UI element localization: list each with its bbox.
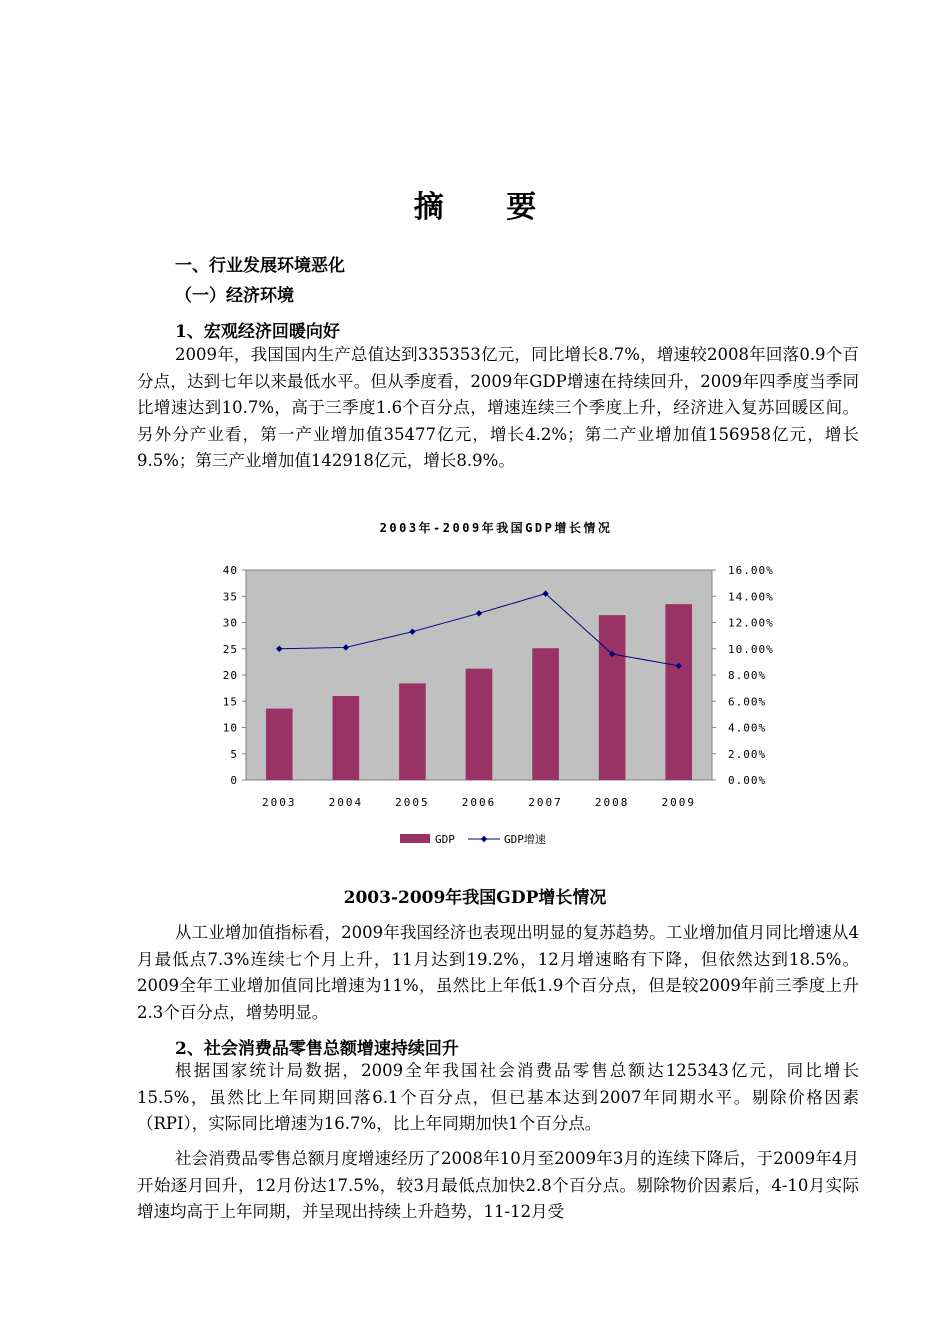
y-tick-label: 40	[222, 564, 238, 577]
x-tick-label: 2006	[461, 796, 497, 809]
y2-tick-label: 6.00%	[728, 695, 767, 709]
y-tick-label: 5	[230, 747, 238, 761]
x-tick-label: 2004	[328, 796, 364, 809]
section-heading: 一、行业发展环境恶化	[175, 256, 345, 276]
chart-title: 2003年-2009年我国GDP增长情况	[379, 521, 613, 535]
y2-tick-label: 4.00%	[728, 721, 767, 735]
y2-tick-label: 0.00%	[728, 774, 767, 787]
bar-gdp	[333, 696, 360, 780]
y2-tick-label: 10.00%	[728, 642, 774, 656]
gdp-chart-svg	[200, 510, 800, 860]
bar-gdp	[466, 669, 493, 780]
item-heading-macro-economy: 1、宏观经济回暖向好	[175, 322, 340, 342]
legend-marker-gdp-growth	[481, 836, 487, 842]
legend-label-gdp: GDP	[435, 833, 455, 846]
bar-gdp	[665, 604, 692, 780]
bar-gdp	[266, 709, 293, 780]
y-tick-label: 35	[222, 590, 238, 604]
x-tick-label: 2008	[594, 796, 630, 809]
y2-tick-label: 12.00%	[728, 616, 774, 630]
y-tick-label: 10	[222, 721, 238, 735]
y-tick-label: 30	[222, 616, 238, 630]
x-tick-label: 2007	[528, 796, 563, 809]
subsection-heading: （一）经济环境	[175, 286, 294, 306]
paragraph-retail-sales: 根据国家统计局数据，2009全年我国社会消费品零售总额达125343亿元，同比增长15.5%，虽然比上年同期回落6.1个百分点，但已基本达到2007年同期水平。剔除价格因素（RPI），实际同比增速为16.7%，比上年同期加快1个百分点。	[137, 1061, 859, 1133]
legend-swatch-gdp	[400, 834, 430, 843]
paragraph-industry: 从工业增加值指标看，2009年我国经济也表现出明显的复苏趋势。工业增加值月同比增速从4月最低点7.3%连续七个月上升，11月达到19.2%，12月增速略有下降，但依然达到18.5%。2009全年工业增加值同比增速为11%，虽然比上年低1.9个百分点，但是较2009年前三季度上升2.3个百分点，增势明显。	[137, 923, 859, 1022]
x-tick-label: 2009	[661, 796, 696, 809]
y-tick-label: 15	[222, 695, 238, 709]
x-tick-label: 2005	[395, 796, 430, 809]
paragraph-retail-monthly: 社会消费品零售总额月度增速经历了2008年10月至2009年3月的连续下降后，于2009年4月开始逐月回升，12月份达17.5%，较3月最低点加快2.8个百分点。剔除物价因素后，4-10月实际增速均高于上年同期，并呈现出持续上升趋势，11-12月受	[137, 1149, 859, 1221]
bar-gdp	[599, 615, 626, 780]
bar-gdp	[532, 648, 559, 780]
page-title: 摘 要	[413, 190, 563, 225]
y2-tick-label: 8.00%	[728, 669, 767, 682]
x-tick-label: 2003	[262, 796, 297, 809]
y-tick-label: 20	[222, 669, 238, 682]
bar-gdp	[399, 683, 426, 780]
y2-tick-label: 2.00%	[728, 747, 767, 761]
y-tick-label: 0	[230, 774, 238, 787]
paragraph-gdp: 2009年，我国国内生产总值达到335353亿元，同比增长8.7%，增速较2008年回落0.9个百分点，达到七年以来最低水平。但从季度看，2009年GDP增速在持续回升，2009年四季度当季同比增速达到10.7%，高于三季度1.6个百分点，增速连续三个季度上升，经济进入复苏回暖区间。另外分产业看，第一产业增加值35477亿元，增长4.2%；第二产业增加值156958亿元，增长9.5%；第三产业增加值142918亿元，增长8.9%。	[137, 345, 859, 470]
item-heading-retail-sales: 2、社会消费品零售总额增速持续回升	[175, 1039, 459, 1059]
chart-caption: 2003-2009年我国GDP增长情况	[343, 888, 607, 908]
gdp-chart	[200, 510, 800, 860]
y-tick-label: 25	[222, 642, 238, 656]
y2-tick-label: 16.00%	[728, 564, 774, 577]
legend-label-gdp-growth: GDP增速	[504, 833, 546, 846]
y2-tick-label: 14.00%	[728, 590, 774, 604]
